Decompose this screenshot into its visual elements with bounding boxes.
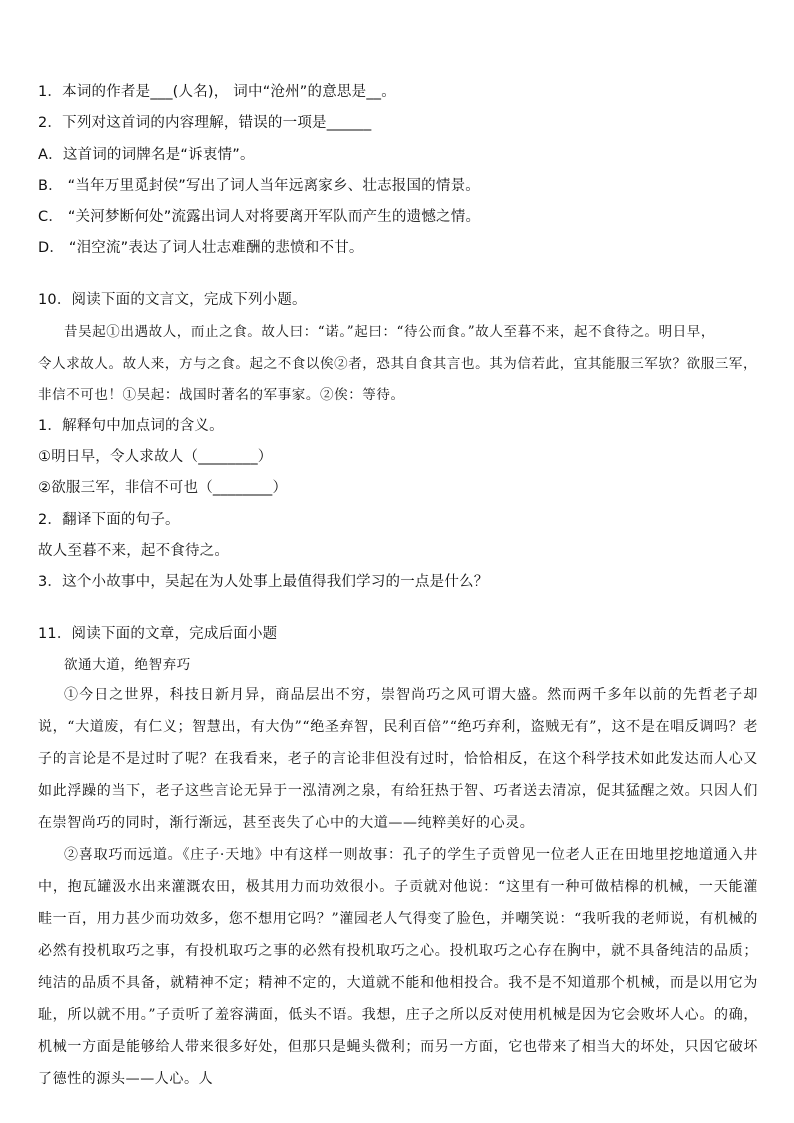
option-a: A．这首词的词牌名是“诉衷情”。 <box>38 147 255 163</box>
option-b: B． “当年万里觅封侯”写出了词人当年远离家乡、壮志报国的情景。 <box>38 178 480 194</box>
question-2: 2．下列对这首词的内容理解，错误的一项是______ <box>38 115 372 131</box>
option-c: C． “关河梦断何处”流露出词人对将要离开军队而产生的遗憾之情。 <box>38 209 481 225</box>
q10-sub-1: 1．解释句中加点词的含义。 <box>38 418 224 434</box>
classical-passage-line-2: 令人求故人。故人来，方与之食。起之不食以俟②者，恐其自食其言也。其为信若此，宜其能服三军欤？欲服三军， <box>38 356 758 372</box>
article-title: 欲通大道，绝智弃巧 <box>64 657 191 673</box>
q10-sub-2a: 故人至暮不来，起不食待之。 <box>38 543 230 559</box>
article-paragraph-1: ①今日之世界，科技日新月异，商品层出不穷，崇智尚巧之风可谓大盛。然而两千多年以前的先哲老子却说，“大道废，有仁义；智慧出，有大伪”“绝圣弃智，民利百倍”“绝巧弃利，盗贼无有”，这不是在唱反调吗？老子的言论是不是过时了呢？在我看来，老子的言论非但没有过时，恰恰相反，在这个科学技术如此发达而人心又如此浮躁的当下，老子这些言论无异于一泓清冽之泉，有给狂热于智、巧者送去清凉，促其猛醒之效。只因人们在崇智尚巧的同时，渐行渐远，甚至丧失了心中的大道——纯粹美好的心灵。 <box>38 687 758 831</box>
q10-sub-1a: ①明日早，令人求故人（________） <box>38 449 273 465</box>
q10-sub-2: 2．翻译下面的句子。 <box>38 512 180 528</box>
q10-heading: 10．阅读下面的文言文，完成下列小题。 <box>38 292 307 308</box>
option-d: D． “泪空流”表达了词人壮志难酬的悲愤和不甘。 <box>38 240 364 256</box>
article-paragraph-2: ②喜取巧而远道。《庄子·天地》中有这样一则故事：孔子的学生子贡曾见一位老人正在田地里挖地道通入井中，抱瓦罐汲水出来灌溉农田，极其用力而功效很小。子贡就对他说：“这里有一种可做桔槔的机械，一天能灌畦一百，用力甚少而功效多，您不想用它吗？”灌园老人气得变了脸色，并嘲笑说：“我听我的老师说，有机械的必然有投机取巧之事，有投机取巧之事的必然有投机取巧之心。投机取巧之心存在胸中，就不具备纯洁的品质；纯洁的品质不具备，就精神不定；精神不定的，大道就不能和他相投合。我不是不知道那个机械，而是以用它为耻，所以就不用。”子贡听了羞容满面，低头不语。我想，庄子之所以反对使用机械是因为它会败坏人心。的确，机械一方面是能够给人带来很多好处，但那只是蝇头微利；而另一方面，它也带来了相当大的坏处，只因它破坏了德性的源头——人心。人 <box>38 847 758 1087</box>
q11-heading: 11．阅读下面的文章，完成后面小题 <box>38 626 278 642</box>
classical-passage-line-3: 非信不可也！①吴起：战国时著名的军事家。②俟：等待。 <box>38 387 405 403</box>
q10-sub-1b: ②欲服三军，非信不可也（________） <box>38 480 288 496</box>
classical-passage-line-1: 昔吴起①出遇故人，而止之食。故人曰：“诺。”起曰：“待公而食。”故人至暮不来，起不食待之。明日早， <box>64 324 716 340</box>
question-1: 1．本词的作者是___(人名)， 词中“沧州”的意思是__。 <box>38 84 396 100</box>
q10-sub-3: 3．这个小故事中，吴起在为人处事上最值得我们学习的一点是什么？ <box>38 574 489 590</box>
